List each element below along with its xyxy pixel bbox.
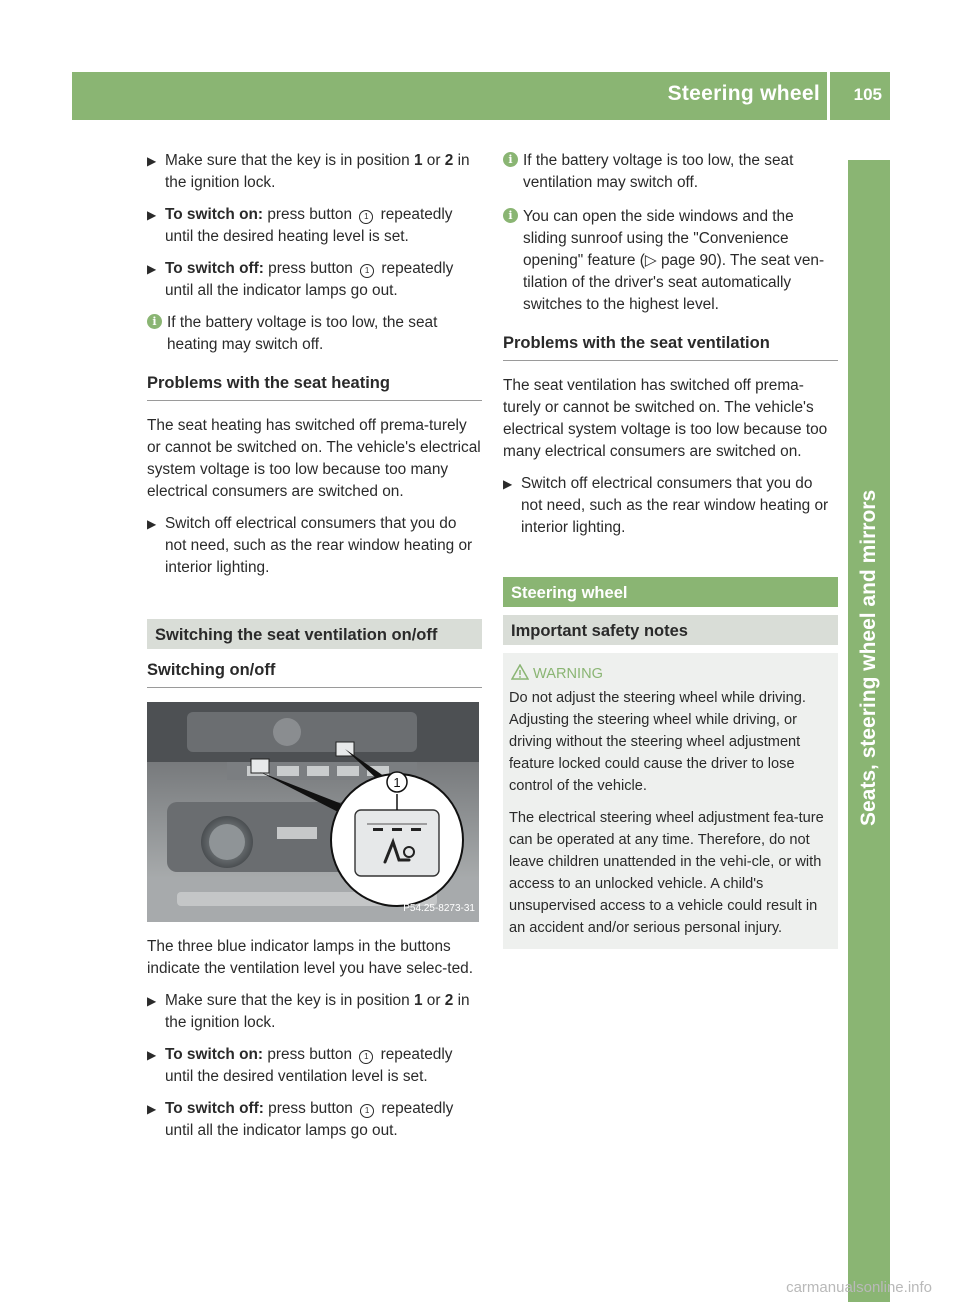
step-item: ▶ To switch on: press button 1 repeatedly until the desired heating level is set. <box>147 206 453 245</box>
step-arrow-icon: ▶ <box>147 1102 157 1116</box>
step-arrow-icon: ▶ <box>147 1048 157 1062</box>
heading-switching-on-off: Switching on/off <box>147 659 482 688</box>
chapter-side-label <box>853 794 960 826</box>
step-arrow-icon: ▶ <box>147 517 157 531</box>
step-item: ▶ Make sure that the key is in position 1 or 2 in the ignition lock. <box>147 992 470 1031</box>
header-separator <box>827 72 830 120</box>
step-item: ▶ Switch off electrical consumers that you do not need, such as the rear window heating or interior lighting. <box>147 515 473 576</box>
warning-paragraph: The electrical steering wheel adjustment fea-ture can be operated at any time. Therefore, do not leave children unattended in the vehi-cle, or with access to an unlocked vehicle. A child's unsupervised access to a vehicle could result in an accident and/or serious personal injury. <box>509 810 824 936</box>
footer-watermark: carmanualsonline.info <box>786 1279 932 1296</box>
info-icon: i <box>503 208 518 223</box>
callout-number-icon: 1 <box>360 264 374 278</box>
paragraph: The seat heating has switched off prema-turely or cannot be switched on. The vehicle's electrical system voltage is too low because too many electrical consumers are switched on. <box>147 417 481 500</box>
callout-number-icon: 1 <box>359 210 373 224</box>
info-note: i If the battery voltage is too low, the seat heating may switch off. <box>147 312 482 356</box>
step-item: ▶ Switch off electrical consumers that you do not need, such as the rear window heating or interior lighting. <box>503 475 829 536</box>
warning-triangle-icon <box>511 664 529 680</box>
step-item: ▶ Make sure that the key is in position 1 or 2 in the ignition lock. <box>147 152 470 191</box>
left-column <box>147 150 482 1152</box>
info-note: i You can open the side windows and the sliding sunroof using the "Convenience opening" feature (▷ page 90). The seat ven-tilation of the driver's seat automatically switches to the highest level. <box>503 206 838 316</box>
paragraph: The seat ventilation has switched off prema-turely or cannot be switched on. The vehicle's electrical system voltage is too low because too many electrical consumers are switched on. <box>503 377 828 460</box>
seat-ventilation-figure <box>147 702 479 922</box>
subsection-safety-notes-bar: Important safety notes <box>503 615 838 645</box>
callout-number-icon: 1 <box>359 1050 373 1064</box>
paragraph: The three blue indicator lamps in the buttons indicate the ventilation level you have selec-ted. <box>147 938 473 977</box>
section-steering-wheel-bar: Steering wheel <box>503 577 838 607</box>
step-arrow-icon: ▶ <box>503 477 513 491</box>
step-item: ▶ To switch off: press button 1 repeatedly until all the indicator lamps go out. <box>147 1100 454 1139</box>
step-item: ▶ To switch off: press button 1 repeatedly until all the indicator lamps go out. <box>147 260 454 299</box>
figure-callout-label: 1 <box>393 775 401 790</box>
warning-box <box>503 653 838 949</box>
header-title: Steering wheel <box>667 82 820 105</box>
info-note: i If the battery voltage is too low, the seat ventilation may switch off. <box>503 150 838 194</box>
step-arrow-icon: ▶ <box>147 262 157 276</box>
callout-number-icon: 1 <box>360 1104 374 1118</box>
step-arrow-icon: ▶ <box>147 208 157 222</box>
header-bar <box>72 72 890 120</box>
info-icon: i <box>503 152 518 167</box>
step-arrow-icon: ▶ <box>147 154 157 168</box>
center-console-illustration <box>147 702 479 922</box>
step-arrow-icon: ▶ <box>147 994 157 1008</box>
page-number: 105 <box>853 85 882 104</box>
info-icon: i <box>147 314 162 329</box>
section-ventilation-bar: Switching the seat ventilation on/off <box>147 619 482 649</box>
step-item: ▶ To switch on: press button 1 repeatedly until the desired ventilation level is set. <box>147 1046 453 1085</box>
heading-problems-seat-ventilation: Problems with the seat ventilation <box>503 332 838 361</box>
warning-heading: WARNING <box>509 663 832 685</box>
warning-paragraph: Do not adjust the steering wheel while driving. Adjusting the steering wheel while driving, or driving without the steering wheel adjustment feature locked could cause the driver to lose control of the vehicle. <box>509 690 806 794</box>
figure-code: P54.25-8273-31 <box>403 903 475 914</box>
heading-problems-seat-heating: Problems with the seat heating <box>147 372 482 401</box>
right-column <box>503 150 838 949</box>
